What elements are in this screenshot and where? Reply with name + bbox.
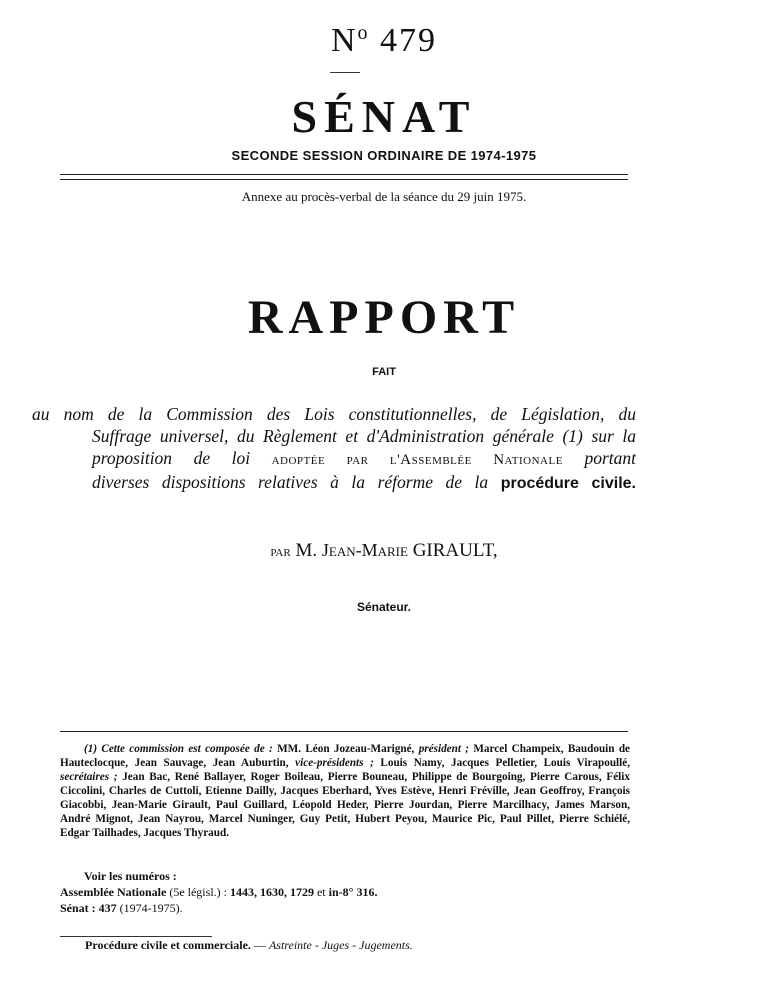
annexe-line: Annexe au procès-verbal de la séance du 29 juin 1975. xyxy=(241,189,527,204)
short-rule xyxy=(330,72,360,73)
an-et: et xyxy=(316,885,326,899)
subject-line-1: au nom de la Commission des Lois constitutionnelles, de Législation, du xyxy=(32,404,636,424)
footnote-rule xyxy=(60,731,628,732)
number-sup: o xyxy=(357,22,370,44)
subject-rule xyxy=(60,936,212,937)
an-leg: (5e législ.) : xyxy=(169,885,227,899)
an-label: Assemblée Nationale xyxy=(60,885,167,899)
author-m: M. xyxy=(295,540,318,561)
author-first: Jean-Marie xyxy=(321,540,408,560)
fait-label: FAIT xyxy=(372,366,396,378)
author-title: Sénateur. xyxy=(356,600,412,614)
references-senat xyxy=(60,900,630,916)
subject-procedure: procédure civile. xyxy=(500,475,637,492)
footnote-r1: président ; xyxy=(418,743,470,755)
subject-line-3c: portant xyxy=(584,448,636,468)
subject-index xyxy=(85,938,413,953)
subject-line-2: Suffrage universel, du Règlement et d'Administration générale (1) sur la xyxy=(92,426,636,446)
footnote xyxy=(60,742,630,840)
senat-label: Sénat : xyxy=(60,901,96,915)
senat-year: (1974-1975). xyxy=(119,901,183,915)
footnote-t1: MM. Léon Jozeau-Marigné, xyxy=(277,743,415,755)
footnote-t4: Jean Bac, René Ballayer, Roger Boileau, Pierre Bouneau, Philippe de Bourgoing, Pierre Carous, Félix Ciccolini, Charles de Cuttoli, Etienne Dailly, Jacques Eberhard, Yves Estève, Henri Fréville, Jean Geoffroy, François Giacobbi, Jean-Marie Girault, Paul Guillard, Léopold Heder, Pierre Jourdan, Pierre Marcilhacy, James Marson, André Mignot, Jean Nayrou, Marcel Nuninger, Guy Petit, Hubert Peyou, Maurice Pic, Paul Pillet, Pierre Schiélé, Edgar Tailhades, Jacques Thyraud. xyxy=(60,771,630,839)
footnote-r2: vice-présidents ; xyxy=(295,757,374,769)
document-number xyxy=(0,22,768,60)
subject-main: Procédure civile et commerciale. xyxy=(85,938,251,952)
subject-line-4 xyxy=(32,471,636,495)
chamber-title: SÉNAT xyxy=(291,91,477,142)
subject-line-3a: proposition de loi xyxy=(92,448,251,468)
author-par: par xyxy=(270,544,291,560)
number-prefix: N xyxy=(330,22,358,59)
subject-line-3 xyxy=(32,447,636,471)
references xyxy=(60,868,630,916)
an-nums: 1443, 1630, 1729 xyxy=(229,885,314,899)
double-rule-top xyxy=(60,174,628,175)
references-title: Voir les numéros : xyxy=(84,869,177,883)
subject-dash: — xyxy=(253,938,266,952)
footnote-r3: secrétaires ; xyxy=(60,771,118,783)
senat-num: 437 xyxy=(98,901,117,915)
subject-rest: Astreinte - Juges - Jugements. xyxy=(268,938,413,952)
an-in8: in-8° 316. xyxy=(328,885,378,899)
report-subject xyxy=(32,403,636,495)
report-title: RAPPORT xyxy=(247,291,521,344)
author-last: GIRAULT, xyxy=(412,540,498,561)
footnote-intro: (1) Cette commission est composée de : xyxy=(84,743,273,755)
footnote-t2: Marcel Champeix, Baudouin de Hauteclocque, Jean Sauvage, Jean Auburtin, xyxy=(60,743,631,769)
author-line xyxy=(0,540,768,562)
adopted-by: adoptée par l'Assemblée Nationale xyxy=(271,452,563,468)
references-an xyxy=(60,884,630,900)
session-line: SECONDE SESSION ORDINAIRE DE 1974-1975 xyxy=(231,148,537,163)
footnote-t3: Louis Namy, Jacques Pelletier, Louis Virapoullé, xyxy=(380,757,631,769)
number-value: 479 xyxy=(380,22,438,59)
double-rule-bottom xyxy=(60,179,628,180)
subject-line-4a: diverses dispositions relatives à la réforme de la xyxy=(92,472,489,492)
